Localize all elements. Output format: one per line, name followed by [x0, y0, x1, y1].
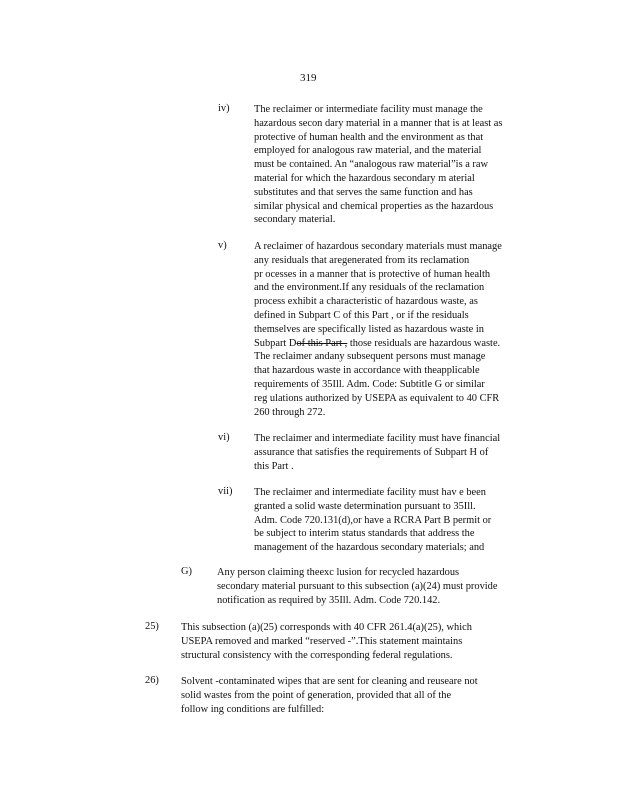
item-marker: iv) [218, 103, 230, 114]
item-text [181, 621, 472, 662]
item-text [254, 432, 500, 473]
text-line: Any person claiming theexc lusion for recycled hazardous [217, 567, 460, 578]
text-line: themselves are specifically listed as hazardous waste in [254, 323, 484, 335]
text-line: The reclaimer and intermediate facility must hav e been [254, 487, 486, 498]
text-line: secondary material. [254, 214, 336, 226]
text-line: and the environment.If any residuals of the reclamation [254, 282, 485, 294]
text-line: This subsection (a)(25) corresponds with 40 CFR 261.4(a)(25), which [181, 622, 472, 633]
text-line: 260 through 272. [254, 406, 326, 418]
text-line: any residuals that aregenerated from its reclamation [254, 254, 470, 266]
item-marker: G) [181, 566, 192, 577]
text-line: requirements of 35Ill. Adm. Code: Subtitle G or similar [254, 378, 485, 390]
text-line: management of the hazardous secondary materials; and [254, 542, 485, 554]
residuals-text: those residuals are hazardous waste. [347, 337, 501, 349]
text-line: follow ing conditions are fulfilled: [181, 703, 325, 715]
page-number: 319 [300, 72, 317, 84]
text-line: hazardous secon dary material in a manner that is at least as [254, 117, 503, 129]
text-line: granted a solid waste determination pursuant to 35Ill. [254, 500, 476, 512]
item-marker: v) [218, 240, 227, 251]
text-line: structural consistency with the corresponding federal regulations. [181, 649, 453, 661]
item-text [217, 566, 497, 607]
subpart-text: Subpart D [254, 337, 297, 349]
item-text [254, 486, 491, 555]
item-marker: vi) [218, 432, 230, 443]
text-line: pr ocesses in a manner that is protective of human health [254, 268, 491, 280]
text-line: Solvent -contaminated wipes that are sent for cleaning and reuseare not [181, 676, 478, 687]
text-line: substitutes and that serves the same function and has [254, 186, 473, 198]
text-line: solid wastes from the point of generation, provided that all of the [181, 689, 452, 701]
item-text [254, 240, 502, 419]
item-marker: 25) [145, 621, 159, 632]
text-line: be subject to interim status standards that address the [254, 528, 475, 540]
text-line: assurance that satisfies the requirements of Subpart H of [254, 446, 489, 458]
item-text [181, 675, 478, 716]
item-marker: vii) [218, 486, 233, 497]
text-line: notification as required by 35Ill. Adm. Code 720.142. [217, 594, 441, 606]
text-line: that hazardous waste in accordance with theapplicable [254, 365, 480, 377]
text-line: employed for analogous raw material, and the material [254, 145, 482, 157]
text-line: Adm. Code 720.131(d),or have a RCRA Part B permit or [254, 514, 492, 526]
text-line: The reclaimer andany subsequent persons must manage [254, 351, 486, 363]
text-line: USEPA removed and marked “reserved -”.This statement maintains [181, 635, 463, 647]
item-text [254, 103, 502, 227]
text-line: defined in Subpart C of this Part , or if the residuals [254, 309, 469, 321]
text-line: must be contained. An “analogous raw material”is a raw [254, 159, 488, 171]
struck-text: of this Part , [296, 337, 348, 349]
text-line: A reclaimer of hazardous secondary materials must manage [254, 241, 502, 252]
text-line: process exhibit a characteristic of hazardous waste, as [254, 296, 478, 308]
text-line: similar physical and chemical properties as the hazardous [254, 200, 494, 212]
item-marker: 26) [145, 675, 159, 686]
text-line: reg ulations authorized by USEPA as equivalent to 40 CFR [254, 392, 500, 404]
text-line: secondary material pursuant to this subsection (a)(24) must provide [217, 580, 498, 592]
text-line: The reclaimer or intermediate facility must manage the [254, 104, 483, 115]
text-line: protective of human health and the environment as that [254, 131, 484, 143]
text-line: material for which the hazardous secondary m aterial [254, 172, 475, 184]
text-line: The reclaimer and intermediate facility must have financial [254, 433, 501, 444]
text-line: this Part . [254, 460, 294, 472]
text-line-with-strikethrough [254, 337, 502, 351]
